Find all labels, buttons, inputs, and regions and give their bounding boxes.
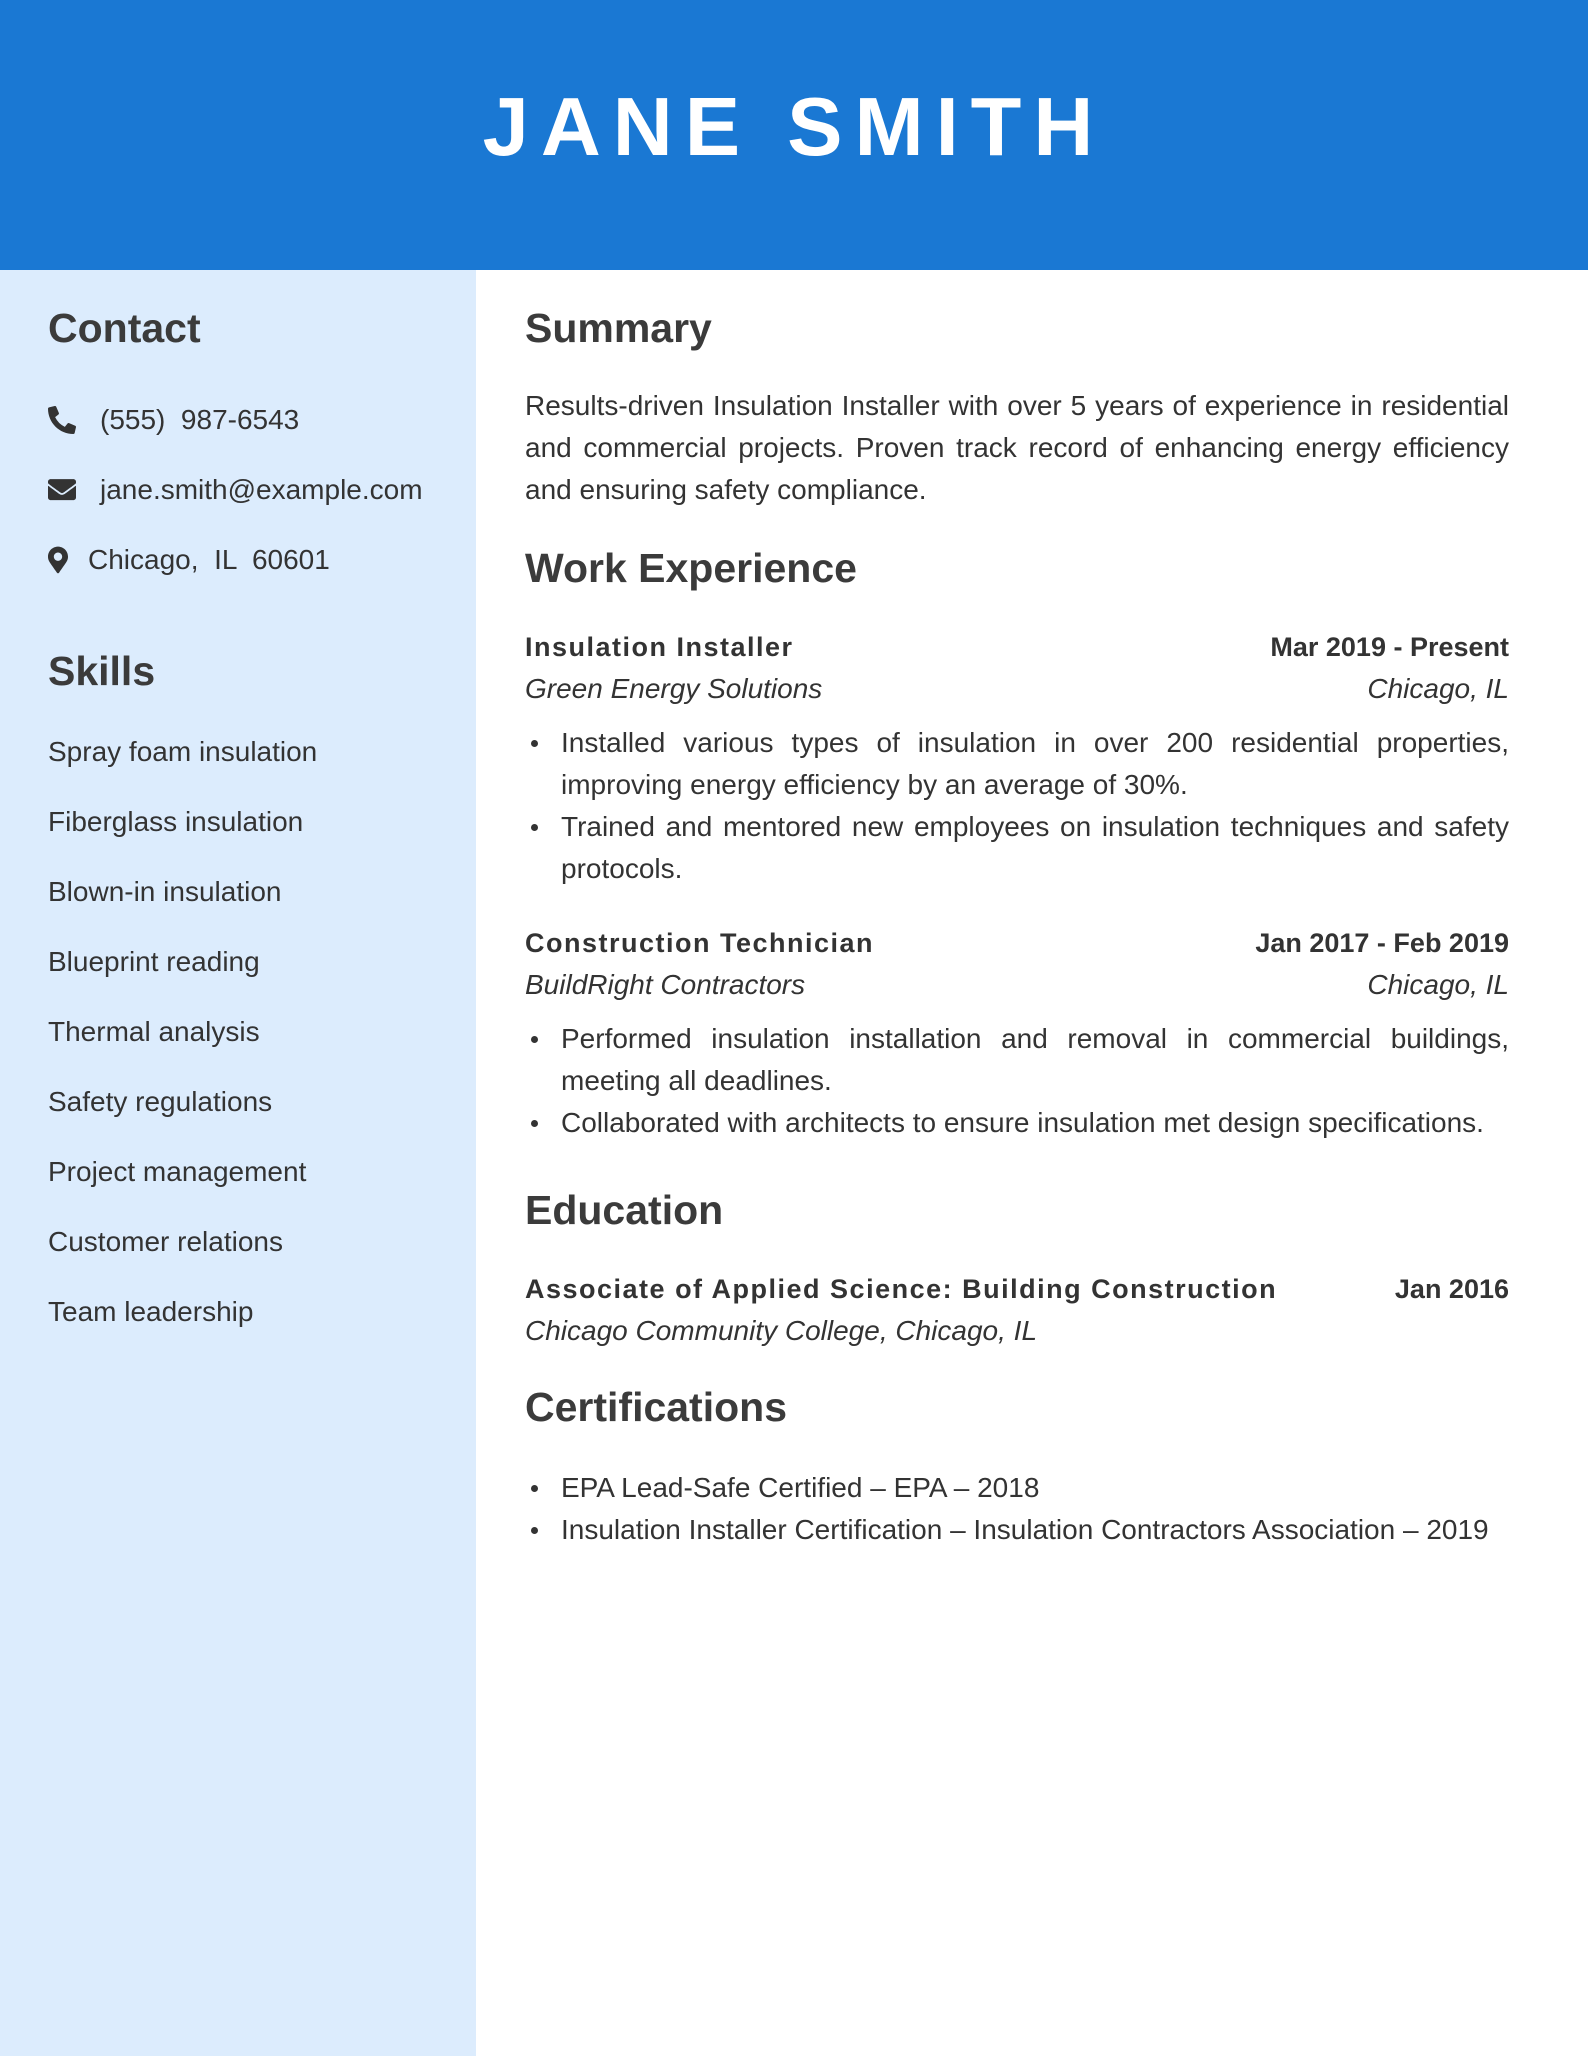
experience-heading: Work Experience xyxy=(525,545,857,591)
candidate-name: JANE SMITH xyxy=(482,80,1106,173)
contact-email xyxy=(48,472,423,508)
sidebar xyxy=(0,270,476,2056)
contact-location xyxy=(48,542,330,578)
degree: Associate of Applied Science: Building Construction xyxy=(525,1274,1278,1304)
job-title: Construction Technician xyxy=(525,928,875,958)
certifications-heading: Certifications xyxy=(525,1384,787,1430)
job-company-row xyxy=(525,673,1509,705)
job-header xyxy=(525,928,1509,959)
education-row xyxy=(525,1274,1509,1305)
certifications-list xyxy=(525,1467,1509,1551)
skill-item: Safety regulations xyxy=(48,1086,273,1117)
job-header xyxy=(525,632,1509,663)
phone-number[interactable]: (555) 987-6543 xyxy=(100,404,300,435)
job-bullets xyxy=(525,1018,1509,1144)
job-location: Chicago, IL xyxy=(1367,969,1509,1000)
job-company: Green Energy Solutions xyxy=(525,673,823,704)
location-text: Chicago, IL 60601 xyxy=(88,544,330,575)
education-date: Jan 2016 xyxy=(1394,1274,1509,1304)
job-company-row xyxy=(525,969,1509,1001)
contact-phone xyxy=(48,402,299,438)
list-item: EPA Lead-Safe Certified – EPA – 2018 xyxy=(525,1467,1509,1509)
list-item: Collaborated with architects to ensure insulation met design specifications. xyxy=(525,1102,1509,1144)
school: Chicago Community College, Chicago, IL xyxy=(525,1315,1038,1346)
summary-heading: Summary xyxy=(525,305,712,351)
skill-item: Thermal analysis xyxy=(48,1016,260,1047)
email-address[interactable]: jane.smith@example.com xyxy=(100,474,423,505)
summary-text: Results-driven Insulation Installer with over 5 years of experience in residential and commercial projects. Proven track record of enhancing energy efficiency and ensuring safety compliance. xyxy=(525,390,1509,505)
job-company: BuildRight Contractors xyxy=(525,969,806,1000)
job-dates: Mar 2019 - Present xyxy=(1270,632,1509,662)
skill-item: Customer relations xyxy=(48,1226,283,1257)
list-item: Insulation Installer Certification – Insulation Contractors Association – 2019 xyxy=(525,1509,1509,1551)
skill-item: Blueprint reading xyxy=(48,946,260,977)
job-dates: Jan 2017 - Feb 2019 xyxy=(1255,928,1509,958)
contact-heading: Contact xyxy=(48,305,201,351)
skill-item: Blown-in insulation xyxy=(48,876,282,907)
job-title: Insulation Installer xyxy=(525,632,794,662)
list-item: Trained and mentored new employees on insulation techniques and safety protocols. xyxy=(525,806,1509,890)
education-heading: Education xyxy=(525,1187,724,1233)
skill-item: Team leadership xyxy=(48,1296,254,1327)
resume-header xyxy=(0,0,1588,270)
phone-icon xyxy=(48,405,78,435)
skill-item: Project management xyxy=(48,1156,307,1187)
job-location: Chicago, IL xyxy=(1367,673,1509,704)
skill-item: Fiberglass insulation xyxy=(48,806,304,837)
list-item: Installed various types of insulation in over 200 residential properties, improving energy efficiency by an average of 30%. xyxy=(525,722,1509,806)
map-pin-icon xyxy=(48,545,72,575)
job-bullets xyxy=(525,722,1509,890)
envelope-icon xyxy=(48,475,78,505)
school-row xyxy=(525,1315,1509,1347)
skills-heading: Skills xyxy=(48,648,156,694)
skill-item: Spray foam insulation xyxy=(48,736,318,767)
list-item: Performed insulation installation and removal in commercial buildings, meeting all deadlines. xyxy=(525,1018,1509,1102)
